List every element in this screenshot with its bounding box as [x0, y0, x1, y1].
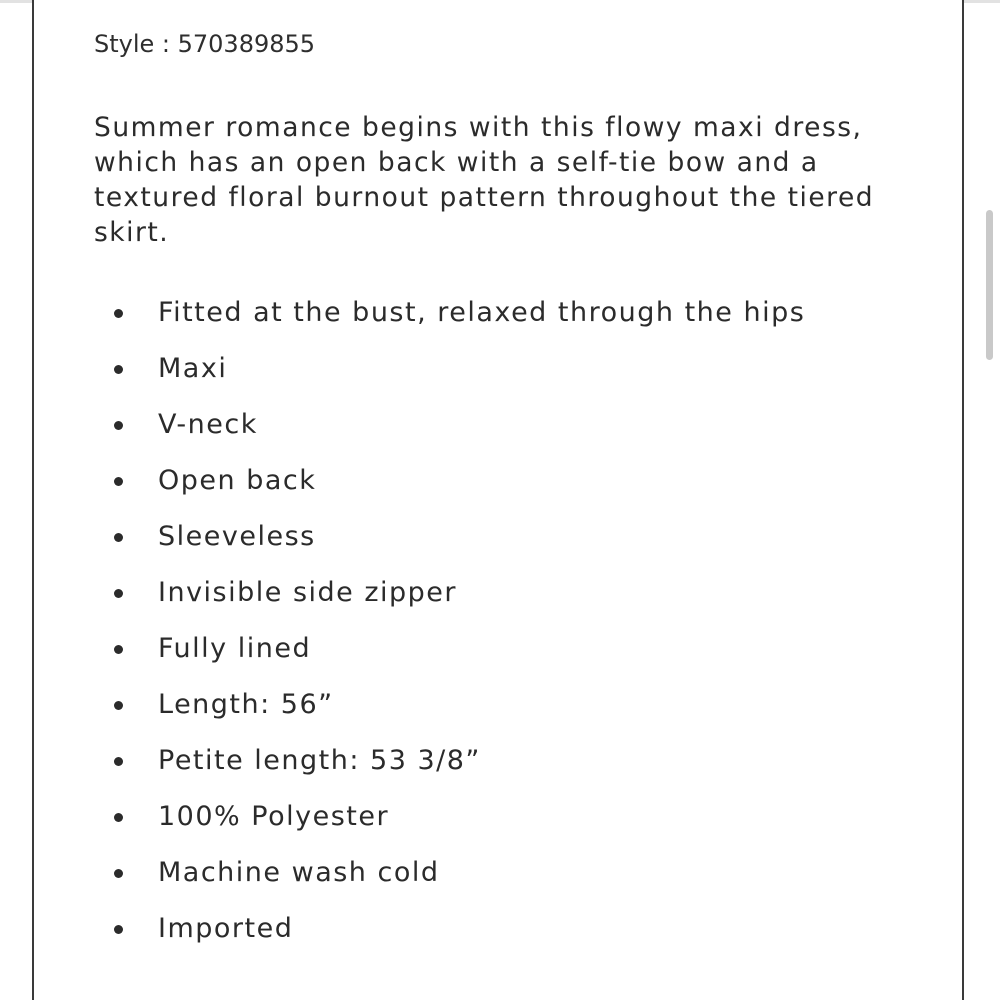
bullet-icon	[114, 869, 123, 878]
bullet-icon	[114, 757, 123, 766]
feature-item-sleeves	[34, 509, 934, 565]
bullet-icon	[114, 365, 123, 374]
bullet-icon	[114, 309, 123, 318]
feature-item-care	[34, 845, 934, 901]
feature-label: Imported	[158, 913, 294, 944]
feature-label: Length: 56”	[158, 689, 334, 720]
feature-item-zipper	[34, 565, 934, 621]
feature-label: V-neck	[158, 409, 258, 440]
feature-label: Invisible side zipper	[158, 577, 458, 608]
bullet-icon	[114, 813, 123, 822]
feature-item-maxi	[34, 341, 934, 397]
style-number: Style : 570389855	[94, 30, 316, 58]
feature-item-fit	[34, 285, 934, 341]
feature-item-origin	[34, 901, 934, 957]
feature-label: Fitted at the bust, relaxed through the hips	[158, 297, 806, 328]
feature-label: 100% Polyester	[158, 801, 390, 832]
feature-item-back	[34, 453, 934, 509]
bullet-icon	[114, 701, 123, 710]
bullet-icon	[114, 421, 123, 430]
product-description: Summer romance begins with this flowy maxi dress, which has an open back with a self-tie bow and a textured floral burnout pattern throughout the tiered skirt.	[94, 112, 875, 248]
feature-label: Open back	[158, 465, 317, 496]
feature-item-lining	[34, 621, 934, 677]
feature-item-petite-length	[34, 733, 934, 789]
feature-label: Maxi	[158, 353, 228, 384]
bullet-icon	[114, 477, 123, 486]
feature-list	[34, 285, 934, 957]
scrollbar-thumb[interactable]	[986, 210, 993, 360]
feature-label: Petite length: 53 3/8”	[158, 745, 481, 776]
feature-label: Machine wash cold	[158, 857, 440, 888]
bullet-icon	[114, 533, 123, 542]
bullet-icon	[114, 645, 123, 654]
feature-item-material	[34, 789, 934, 845]
feature-item-neckline	[34, 397, 934, 453]
bullet-icon	[114, 925, 123, 934]
feature-label: Fully lined	[158, 633, 312, 664]
product-details-panel	[32, 0, 964, 1000]
bullet-icon	[114, 589, 123, 598]
feature-item-length	[34, 677, 934, 733]
feature-label: Sleeveless	[158, 521, 316, 552]
